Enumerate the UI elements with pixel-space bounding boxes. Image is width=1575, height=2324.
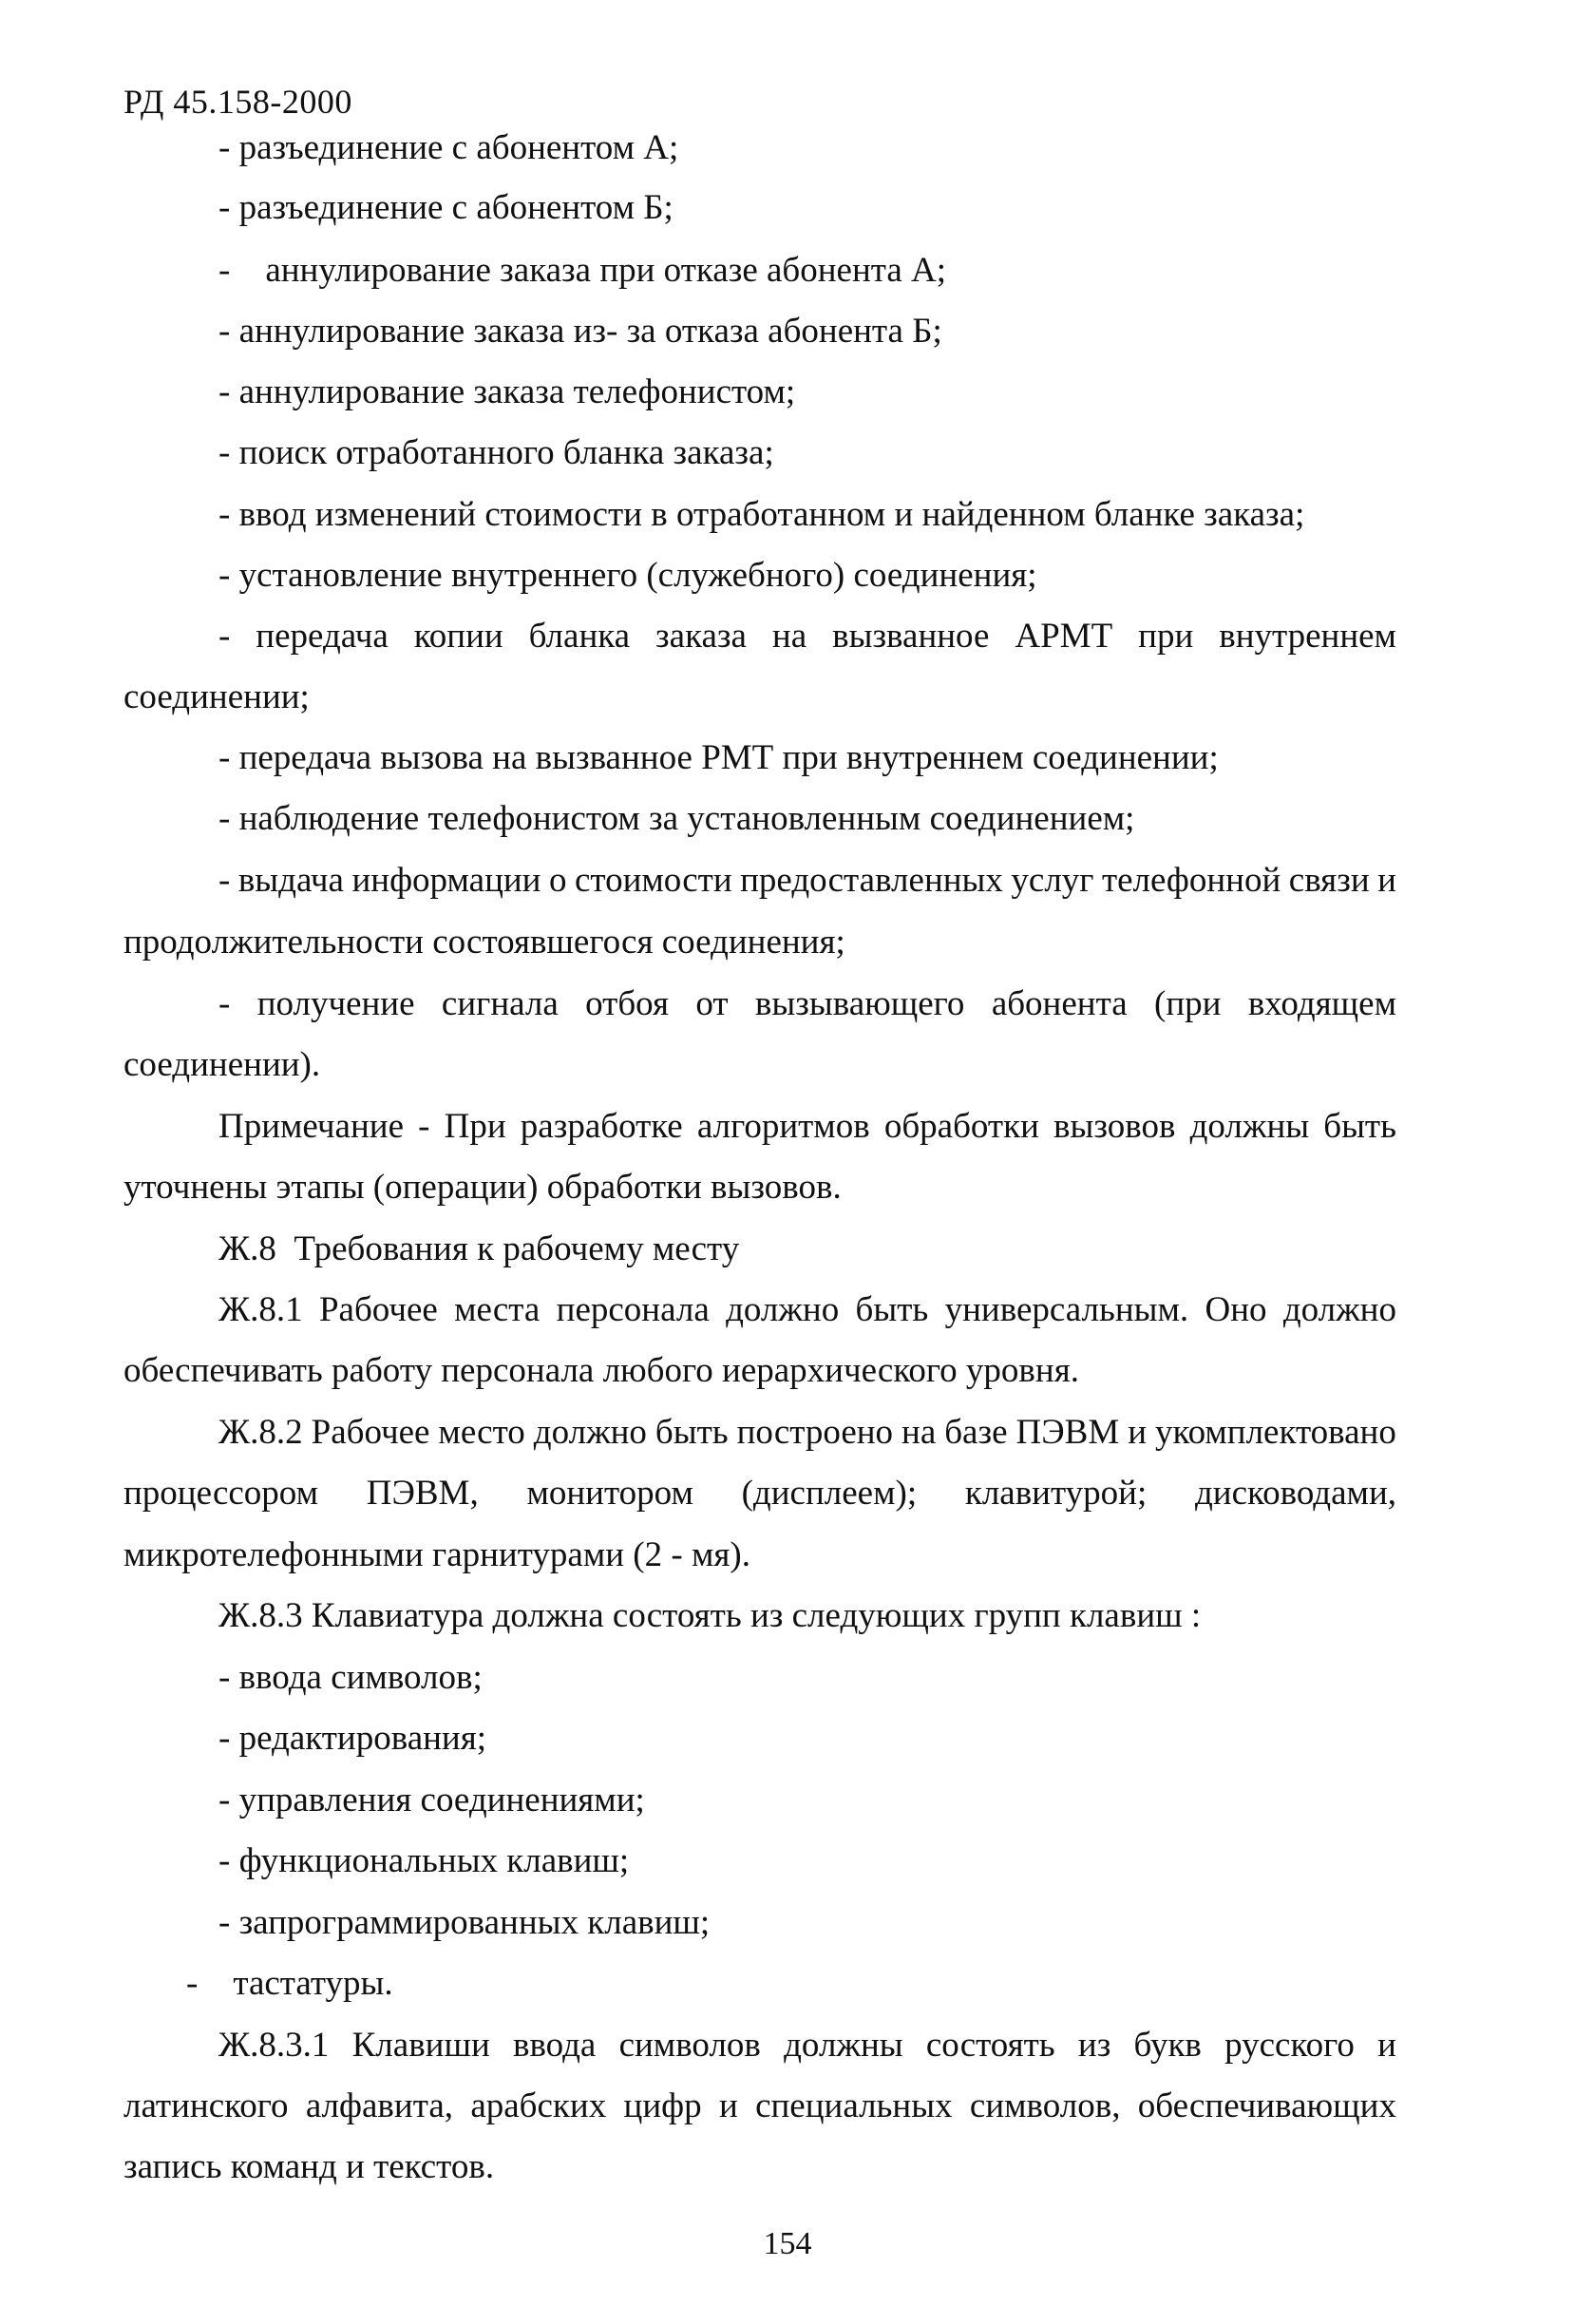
word: клавитурой; [964,1474,1148,1513]
list-item-justified [218,616,1396,657]
word: сигнала [441,984,559,1023]
word: - [218,984,231,1023]
word: связи [1288,861,1370,900]
word: - [218,617,231,656]
word: разработке [520,1107,683,1146]
word: алфавита, [305,2086,453,2125]
list-item: - редактирования; [218,1719,487,1758]
word: - [218,861,231,900]
word: Клавиши [351,2026,490,2065]
word: на [771,617,807,656]
word: быть [1323,1107,1396,1146]
word: (дисплеем); [741,1474,918,1513]
word: должны [1189,1107,1310,1146]
word: заказа [655,617,747,656]
word: места [454,1290,541,1329]
word: - [418,1107,430,1146]
word: и [1377,861,1396,900]
list-item: - передача вызова на вызванное РМТ при внутреннем соединении; [218,738,1219,777]
paragraph-zh8-2 [218,1412,1396,1454]
list-item: - разъединение с абонентом А; [218,128,679,167]
list-item: - ввода символов; [218,1658,483,1697]
list-item-continuation: продолжительности состоявшегося соединения; [123,923,845,962]
word: на [901,1413,937,1452]
word: быть [855,1290,929,1329]
word: Оно [1205,1290,1267,1329]
note-continuation: уточнены этапы (операции) обработки вызовов. [123,1168,842,1207]
word: вызванное [832,617,990,656]
word: арабских [470,2086,607,2125]
word: (при [1154,984,1222,1023]
word: специальных [755,2086,953,2125]
list-item-continuation: соединении; [123,677,310,716]
paragraph-continuation: обеспечивать работу персонала любого иерархического уровня. [123,1351,1079,1390]
word: внутреннем [1219,617,1396,656]
word: При [444,1107,506,1146]
list-item: - запрограммированных клавиш; [218,1903,711,1942]
list-item: - аннулирование заказа из- за отказа абонента Б; [218,312,942,351]
list-item-justified [218,983,1396,1025]
paragraph-zh8-3-1 [218,2025,1396,2067]
word: АРМТ [1015,617,1113,656]
word: универсальным. [944,1290,1189,1329]
word: абонента [991,984,1128,1023]
paragraph-zh8-3: Ж.8.3 Клавиатура должна состоять из следующих групп клавиш : [218,1596,1202,1635]
word: место [438,1413,525,1452]
paragraph-zh8-1 [218,1289,1396,1331]
word: из [1077,2026,1111,2065]
word: входящем [1247,984,1396,1023]
word: символов, [969,2086,1121,2125]
list-item: - тастатуры. [186,1964,393,2003]
list-item: - управления соединениями; [218,1781,645,1819]
word: ввода [512,2026,597,2065]
word: должно [1282,1290,1396,1329]
word: ПЭВМ [1015,1413,1120,1452]
word: о [548,861,567,900]
list-item-justified [218,860,1396,902]
word: Ж.8.1 [218,1290,303,1329]
word: должно [533,1413,647,1452]
list-item: - аннулирование заказа при отказе абонента А; [218,251,947,290]
section-heading: Ж.8 Требования к рабочему месту [218,1229,740,1268]
word: процессором [123,1474,318,1513]
note-paragraph [218,1106,1396,1148]
word: персонала [556,1290,710,1329]
word: алгоритмов [696,1107,870,1146]
word: состоять [925,2026,1055,2065]
word: Ж.8.2 [218,1413,303,1452]
word: латинского [123,2086,289,2125]
word: телефонной [1101,861,1281,900]
word: отбоя [585,984,669,1023]
word: должны [784,2026,903,2065]
word: должно [726,1290,840,1329]
list-item: - поиск отработанного бланка заказа; [218,433,774,472]
list-item: - ввод изменений стоимости в отработанном и найденном бланке заказа; [218,495,1305,534]
word: от [695,984,729,1023]
word: услуг [1011,861,1094,900]
word: дисководами, [1194,1474,1396,1513]
word: монитором [526,1474,693,1513]
paragraph-continuation: микротелефонными гарнитурами (2 - мя). [123,1535,750,1574]
word: бланка [528,617,631,656]
word: вызовов [1053,1107,1176,1146]
page-number: 154 [763,2226,812,2261]
word: стоимости [574,861,732,900]
word: и [1377,2026,1396,2065]
word: предоставленных [740,861,1003,900]
word: обработки [883,1107,1039,1146]
list-item: - аннулирование заказа телефонистом; [218,372,796,411]
word: информации [351,861,541,900]
paragraph-zh8-3-1-line2 [123,2086,1396,2127]
word: Ж.8.3.1 [218,2026,330,2065]
word: быть [655,1413,729,1452]
paragraph-continuation: запись команд и текстов. [123,2147,495,2186]
word: символов [618,2026,761,2065]
list-item: - наблюдение телефонистом за установленным соединением; [218,799,1135,838]
word: копии [413,617,503,656]
word: базе [944,1413,1008,1452]
word: русского [1224,2026,1355,2065]
word: букв [1133,2026,1202,2065]
paragraph-zh8-2-line2 [123,1473,1396,1514]
document-id: РД 45.158-2000 [123,83,352,121]
list-item: - установление внутреннего (служебного) соединения; [218,556,1037,595]
word: при [1138,617,1194,656]
word: и [718,2086,738,2125]
list-item-continuation: соединении). [123,1045,321,1084]
list-item: - функциональных клавиш; [218,1841,630,1880]
word: вызывающего [754,984,965,1023]
word: цифр [623,2086,702,2125]
list-item: - разъединение с абонентом Б; [218,188,674,227]
word: ПЭВМ, [366,1474,479,1513]
word: Рабочее [311,1413,430,1452]
word: обеспечивающих [1137,2086,1396,2125]
word: и [1128,1413,1148,1452]
word: Примечание [218,1107,404,1146]
word: выдача [237,861,344,900]
word: передача [256,617,389,656]
word: укомплектовано [1154,1413,1396,1452]
word: Рабочее [318,1290,438,1329]
word: построено [736,1413,894,1452]
word: получение [256,984,415,1023]
